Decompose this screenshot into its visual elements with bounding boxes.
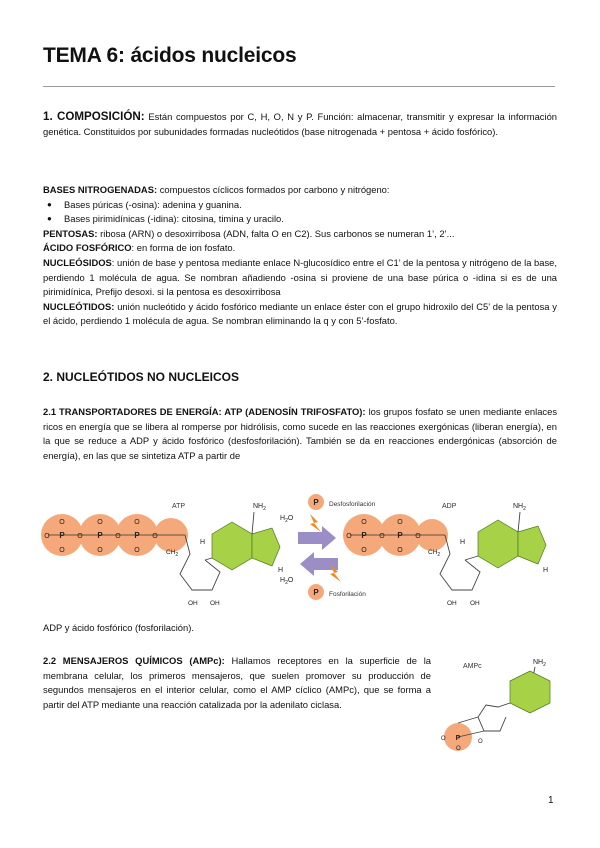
oxygen-symbol: O: [379, 533, 385, 540]
section-intro: Están compuestos por C, H, O, N y P. Función: almacenar, transmitir y expresar la información genética. Constituidos por subunidades formadas nucleótidos (base nitrogenada + pentosa + ácido fosfórico).: [43, 111, 557, 137]
section-heading: 2. NUCLEÓTIDOS NO NUCLEICOS: [43, 370, 240, 384]
section-ampc: [43, 654, 431, 712]
fosforilacion-arrow: [300, 552, 338, 576]
bases-text: compuestos cíclicos formados por carbono y nitrógeno:: [159, 184, 390, 195]
section-heading: 1. COMPOSICIÓN:: [43, 110, 145, 123]
pentosas-text: ribosa (ARN) o desoxirribosa (ADN, falta O en C2). Sus carbonos se numeran 1’, 2’...: [100, 227, 455, 239]
phosphorus-symbol: P: [455, 735, 461, 742]
ch2-label: $CH_2$: [166, 549, 179, 558]
ampc-diagram: [438, 655, 558, 755]
oxygen-symbol: O: [59, 547, 65, 554]
water-label: $H_2O$: [280, 577, 294, 586]
oxygen-symbol: O: [456, 746, 461, 752]
atp-adp-diagram: [40, 492, 560, 610]
phosphorus-symbol: P: [313, 498, 319, 507]
h-label: H: [460, 539, 466, 546]
h-label: H: [543, 567, 549, 574]
bases-label: BASES NITROGENADAS:: [43, 184, 158, 195]
section-atp: [43, 405, 557, 463]
section-nucleotidos-no-nucleicos: [43, 370, 557, 386]
adp-adenine: [465, 520, 546, 568]
nh2-label: $NH_2$: [253, 503, 266, 512]
oh-label: OH: [447, 600, 457, 607]
oxygen-symbol: O: [59, 519, 65, 526]
phosphorus-symbol: P: [59, 531, 65, 540]
title-divider: [43, 86, 555, 87]
ampc-ribose: [478, 703, 510, 731]
nh2-label: $NH_2$: [513, 503, 526, 512]
oxygen-symbol: O: [397, 519, 403, 526]
oxygen-symbol: O: [441, 736, 446, 742]
nucleosidos-label: NUCLEÓSIDOS: [43, 256, 112, 268]
oxygen-symbol: O: [134, 547, 140, 554]
oxygen-symbol: O: [44, 533, 50, 540]
nucleotidos-label: NUCLEÓTIDOS:: [43, 300, 115, 312]
oxygen-symbol: O: [361, 547, 367, 554]
oh-label: OH: [470, 600, 480, 607]
phosphorus-symbol: P: [397, 531, 403, 540]
oxygen-symbol: O: [134, 519, 140, 526]
oxygen-symbol: O: [97, 519, 103, 526]
atp-text: los grupos fosfato se unen mediante enlaces ricos en energía que se libera al romperse por hidrólisis, como sucede en las reacciones exergónicas (liberan energía), en la que se reduce a ADP y ácido fosfórico (desfosforilación). También se da en reacciones endergónicas (absorción de energía), en las que se sintetiza ATP a partir de: [43, 406, 558, 461]
oh-label: OH: [188, 600, 198, 607]
energy-bolt-icon: [310, 514, 321, 532]
nucleosidos-paragraph: [43, 256, 557, 300]
phosphorus-symbol: P: [313, 588, 319, 597]
oxygen-symbol: O: [397, 547, 403, 554]
section-composicion: [43, 110, 557, 139]
oxygen-symbol: O: [97, 547, 103, 554]
atp-adenine: [205, 522, 280, 570]
oh-label: O: [478, 739, 483, 745]
fosforico-text: : en forma de ion fosfato.: [131, 242, 236, 254]
bases-paragraph: [43, 183, 557, 329]
ch2-label: $CH_2$: [428, 549, 441, 558]
oxygen-symbol: O: [152, 533, 158, 540]
desfosforilacion-label: Desfosforilación: [329, 501, 376, 508]
bases-list: [43, 198, 557, 227]
oxygen-symbol: O: [415, 533, 421, 540]
atp-heading: 2.1 TRANSPORTADORES DE ENERGÍA: ATP (ADENOSÍN TRIFOSFATO):: [43, 406, 366, 417]
oxygen-symbol: O: [346, 533, 352, 540]
h-label: H: [278, 567, 284, 574]
pentosas-label: PENTOSAS:: [43, 227, 98, 239]
oxygen-symbol: O: [77, 533, 83, 540]
nh2-label: $NH_2$: [533, 659, 546, 668]
fosforico-label: ÁCIDO FOSFÓRICO: [43, 242, 132, 254]
ampc-adenine: [510, 671, 550, 713]
oxygen-symbol: O: [361, 519, 367, 526]
fosforico-line: [43, 241, 557, 256]
pentosas-line: [43, 227, 557, 242]
list-item: ● Bases púricas (-osina): adenina y guanina.: [43, 198, 557, 213]
adp-label: ADP: [442, 503, 457, 510]
nucleosidos-text: : unión de base y pentosa mediante enlace N-glucosídico entre el C1’ de la pentosa y nitrógeno de la base, perdiendo 1 molécula de agua. Se nombran añadiendo -osina si proviene de una base púrica o -idina si es de una pirimidínica, Prefijo desoxi. si la pentosa es desoxirribosa: [43, 256, 557, 298]
fosforilacion-label: Fosforilación: [329, 591, 366, 598]
phosphorus-symbol: P: [134, 531, 140, 540]
oxygen-symbol: O: [115, 533, 121, 540]
ampc-text: Hallamos receptores en la superficie de la membrana celular, los primeros mensajeros, que suelen promover su producción de segundos mensajeros en el interior celular, como el AMP cíclico (AMPc), que se forma a partir del ATP mediante una reacción catalizada por la adenilato ciclasa.: [43, 655, 431, 710]
h-label: H: [200, 539, 206, 546]
page-title: TEMA 6: ácidos nucleicos: [43, 44, 297, 67]
list-item: ● Bases pirimidínicas (-idina): citosina, timina y uracilo.: [43, 212, 557, 227]
ampc-heading: 2.2 MENSAJEROS QUÍMICOS (AMPc):: [43, 655, 225, 666]
atp-label: ATP: [172, 503, 186, 510]
ampc-label: AMPc: [463, 663, 482, 670]
oh-label: OH: [210, 600, 220, 607]
page-number: 1: [548, 795, 554, 806]
atp-continuation: ADP y ácido fosfórico (fosforilación).: [43, 622, 194, 633]
phosphorus-symbol: P: [361, 531, 367, 540]
water-label: $H_2O$: [280, 515, 294, 524]
nucleotidos-paragraph: [43, 300, 557, 329]
phosphorus-symbol: P: [97, 531, 103, 540]
desfosforilacion-arrow: [298, 526, 336, 550]
nucleotidos-text: unión nucleótido y ácido fosfórico mediante un enlace éster con el grupo hidroxilo del C5’ de la pentosa y el ácido, perdiendo 1 molécula de agua. Se nombran eliminando la q y con 5’-fosfato.: [43, 300, 557, 327]
